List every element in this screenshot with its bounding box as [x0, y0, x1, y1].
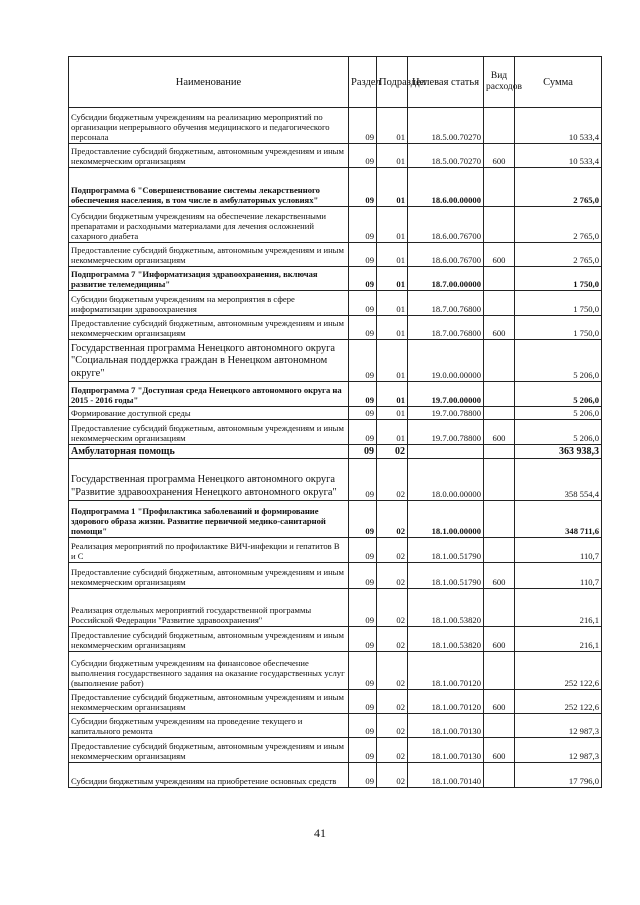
subsection-cell: 01	[377, 382, 408, 407]
name-cell: Предоставление субсидий бюджетным, автономным учреждениям и иным некоммерческим организациям	[69, 243, 349, 267]
header-section: Раздел	[349, 57, 377, 108]
name-cell: Предоставление субсидий бюджетным, автономным учреждениям и иным некоммерческим организациям	[69, 627, 349, 652]
type-cell	[484, 340, 515, 382]
type-cell	[484, 267, 515, 291]
subsection-cell: 02	[377, 763, 408, 788]
type-cell: 600	[484, 690, 515, 714]
table-row	[69, 291, 602, 316]
subsection-cell: 01	[377, 420, 408, 445]
subsection-cell: 01	[377, 207, 408, 243]
subsection-cell: 02	[377, 690, 408, 714]
table-row	[69, 243, 602, 267]
section-cell: 09	[349, 168, 377, 207]
target-cell: 18.7.00.00000	[408, 267, 484, 291]
name-cell: Предоставление субсидий бюджетным, автономным учреждениям и иным некоммерческим организациям	[69, 690, 349, 714]
target-cell: 18.1.00.53820	[408, 589, 484, 627]
sum-cell: 358 554,4	[515, 459, 602, 501]
type-cell: 600	[484, 627, 515, 652]
sum-cell: 216,1	[515, 589, 602, 627]
header-subsection: Подраздел	[377, 57, 408, 108]
section-cell: 09	[349, 108, 377, 144]
section-cell: 09	[349, 589, 377, 627]
type-cell: 600	[484, 144, 515, 168]
name-cell: Формирование доступной среды	[69, 407, 349, 420]
target-cell: 18.1.00.70130	[408, 714, 484, 738]
subsection-cell: 02	[377, 501, 408, 538]
subsection-cell: 01	[377, 340, 408, 382]
subsection-cell: 01	[377, 316, 408, 340]
sum-cell: 2 765,0	[515, 243, 602, 267]
target-cell: 18.5.00.70270	[408, 144, 484, 168]
type-cell	[484, 763, 515, 788]
table-row	[69, 144, 602, 168]
section-cell: 09	[349, 459, 377, 501]
table-row	[69, 420, 602, 445]
type-cell: 600	[484, 563, 515, 589]
table-row	[69, 714, 602, 738]
target-cell: 18.7.00.76800	[408, 291, 484, 316]
section-cell: 09	[349, 407, 377, 420]
sum-cell: 216,1	[515, 627, 602, 652]
name-cell: Подпрограмма 6 "Совершенствование системы лекарственного обеспечения населения, в том числе в амбулаторных условиях"	[69, 168, 349, 207]
table-row	[69, 589, 602, 627]
section-cell: 09	[349, 445, 377, 459]
subsection-cell: 02	[377, 563, 408, 589]
name-cell: Амбулаторная помощь	[69, 445, 349, 459]
name-cell: Субсидии бюджетным учреждениям на мероприятия в сфере информатизации здравоохранения	[69, 291, 349, 316]
sum-cell: 5 206,0	[515, 382, 602, 407]
sum-cell: 12 987,3	[515, 714, 602, 738]
name-cell: Реализация мероприятий по профилактике ВИЧ-инфекции и гепатитов В и С	[69, 538, 349, 563]
table-row	[69, 407, 602, 420]
section-cell: 09	[349, 340, 377, 382]
section-cell: 09	[349, 291, 377, 316]
sum-cell: 5 206,0	[515, 340, 602, 382]
subsection-cell: 02	[377, 738, 408, 763]
section-cell: 09	[349, 538, 377, 563]
header-type: Вид расходов	[484, 57, 515, 108]
budget-table	[68, 56, 602, 788]
section-cell: 09	[349, 243, 377, 267]
table-row	[69, 382, 602, 407]
table-row	[69, 267, 602, 291]
subsection-cell: 02	[377, 445, 408, 459]
sum-cell: 10 533,4	[515, 108, 602, 144]
type-cell	[484, 291, 515, 316]
target-cell: 18.5.00.70270	[408, 108, 484, 144]
table-row	[69, 445, 602, 459]
type-cell	[484, 459, 515, 501]
type-cell	[484, 207, 515, 243]
sum-cell: 1 750,0	[515, 267, 602, 291]
table-row	[69, 108, 602, 144]
table-row	[69, 168, 602, 207]
header-target: Целевая статья	[408, 57, 484, 108]
subsection-cell: 02	[377, 627, 408, 652]
target-cell: 18.1.00.00000	[408, 501, 484, 538]
type-cell: 600	[484, 738, 515, 763]
table-row	[69, 459, 602, 501]
table-row	[69, 538, 602, 563]
page-number: 41	[314, 826, 326, 840]
type-cell: 600	[484, 243, 515, 267]
name-cell: Реализация отдельных мероприятий государственной программы Российской Федерации "Развитие здравоохранения"	[69, 589, 349, 627]
subsection-cell: 01	[377, 267, 408, 291]
sum-cell: 2 765,0	[515, 207, 602, 243]
header-row	[69, 57, 602, 108]
section-cell: 09	[349, 563, 377, 589]
header-sum: Сумма	[515, 57, 602, 108]
subsection-cell: 02	[377, 652, 408, 690]
table-row	[69, 207, 602, 243]
section-cell: 09	[349, 652, 377, 690]
sum-cell: 2 765,0	[515, 168, 602, 207]
subsection-cell: 02	[377, 714, 408, 738]
type-cell	[484, 652, 515, 690]
sum-cell: 5 206,0	[515, 407, 602, 420]
section-cell: 09	[349, 144, 377, 168]
type-cell	[484, 407, 515, 420]
table-row	[69, 652, 602, 690]
subsection-cell: 01	[377, 108, 408, 144]
name-cell: Предоставление субсидий бюджетным, автономным учреждениям и иным некоммерческим организациям	[69, 420, 349, 445]
name-cell: Государственная программа Ненецкого автономного округа "Развитие здравоохранения Ненецкого автономного округа"	[69, 459, 349, 501]
section-cell: 09	[349, 690, 377, 714]
sum-cell: 110,7	[515, 538, 602, 563]
target-cell: 18.1.00.70120	[408, 690, 484, 714]
target-cell: 18.1.00.51790	[408, 538, 484, 563]
section-cell: 09	[349, 763, 377, 788]
sum-cell: 1 750,0	[515, 291, 602, 316]
type-cell: 600	[484, 316, 515, 340]
sum-cell: 12 987,3	[515, 738, 602, 763]
name-cell: Подпрограмма 7 "Информатизация здравоохранения, включая развитие телемедицины"	[69, 267, 349, 291]
subsection-cell: 01	[377, 243, 408, 267]
table-row	[69, 738, 602, 763]
name-cell: Субсидии бюджетным учреждениям на обеспечение лекарственными препаратами и расходными материалами для лечения осложнений сахарного диабета	[69, 207, 349, 243]
name-cell: Подпрограмма 1 "Профилактика заболеваний и формирование здорового образа жизни. Развитие первичной медико-санитарной помощи"	[69, 501, 349, 538]
section-cell: 09	[349, 420, 377, 445]
target-cell: 18.7.00.76800	[408, 316, 484, 340]
name-cell: Подпрограмма 7 "Доступная среда Ненецкого автономного округа на 2015 - 2016 годы"	[69, 382, 349, 407]
section-cell: 09	[349, 501, 377, 538]
sum-cell: 348 711,6	[515, 501, 602, 538]
target-cell: 19.7.00.78800	[408, 407, 484, 420]
subsection-cell: 02	[377, 589, 408, 627]
table-row	[69, 563, 602, 589]
table-row	[69, 501, 602, 538]
target-cell: 18.6.00.76700	[408, 243, 484, 267]
sum-cell: 363 938,3	[515, 445, 602, 459]
name-cell: Предоставление субсидий бюджетным, автономным учреждениям и иным некоммерческим организациям	[69, 738, 349, 763]
sum-cell: 10 533,4	[515, 144, 602, 168]
target-cell: 19.7.00.00000	[408, 382, 484, 407]
sum-cell: 5 206,0	[515, 420, 602, 445]
target-cell: 18.1.00.53820	[408, 627, 484, 652]
table-row	[69, 340, 602, 382]
name-cell: Субсидии бюджетным учреждениям на финансовое обеспечение выполнения государственного задания на оказание государственных услуг (выполнение работ)	[69, 652, 349, 690]
target-cell: 18.1.00.51790	[408, 563, 484, 589]
name-cell: Предоставление субсидий бюджетным, автономным учреждениям и иным некоммерческим организациям	[69, 144, 349, 168]
table-row	[69, 690, 602, 714]
target-cell: 18.1.00.70140	[408, 763, 484, 788]
table-row	[69, 763, 602, 788]
target-cell: 18.1.00.70120	[408, 652, 484, 690]
type-cell	[484, 168, 515, 207]
table-row	[69, 316, 602, 340]
section-cell: 09	[349, 714, 377, 738]
type-cell: 600	[484, 420, 515, 445]
sum-cell: 17 796,0	[515, 763, 602, 788]
sum-cell: 252 122,6	[515, 652, 602, 690]
target-cell: 18.6.00.76700	[408, 207, 484, 243]
subsection-cell: 01	[377, 168, 408, 207]
type-cell	[484, 714, 515, 738]
name-cell: Субсидии бюджетным учреждениям на проведение текущего и капитального ремонта	[69, 714, 349, 738]
subsection-cell: 02	[377, 538, 408, 563]
type-cell	[484, 108, 515, 144]
section-cell: 09	[349, 207, 377, 243]
subsection-cell: 01	[377, 407, 408, 420]
section-cell: 09	[349, 267, 377, 291]
target-cell: 19.7.00.78800	[408, 420, 484, 445]
target-cell: 18.6.00.00000	[408, 168, 484, 207]
name-cell: Предоставление субсидий бюджетным, автономным учреждениям и иным некоммерческим организациям	[69, 316, 349, 340]
header-name: Наименование	[69, 57, 349, 108]
subsection-cell: 01	[377, 144, 408, 168]
name-cell: Субсидии бюджетным учреждениям на приобретение основных средств	[69, 763, 349, 788]
section-cell: 09	[349, 738, 377, 763]
type-cell	[484, 589, 515, 627]
type-cell	[484, 538, 515, 563]
section-cell: 09	[349, 382, 377, 407]
type-cell	[484, 501, 515, 538]
subsection-cell: 01	[377, 291, 408, 316]
table-row	[69, 627, 602, 652]
target-cell	[408, 445, 484, 459]
name-cell: Субсидии бюджетным учреждениям на реализацию мероприятий по организации непрерывного обучения медицинского и педагогического персонала	[69, 108, 349, 144]
subsection-cell: 02	[377, 459, 408, 501]
target-cell: 19.0.00.00000	[408, 340, 484, 382]
sum-cell: 252 122,6	[515, 690, 602, 714]
sum-cell: 1 750,0	[515, 316, 602, 340]
section-cell: 09	[349, 316, 377, 340]
type-cell	[484, 445, 515, 459]
target-cell: 18.1.00.70130	[408, 738, 484, 763]
name-cell: Предоставление субсидий бюджетным, автономным учреждениям и иным некоммерческим организациям	[69, 563, 349, 589]
type-cell	[484, 382, 515, 407]
name-cell: Государственная программа Ненецкого автономного округа "Социальная поддержка граждан в Ненецком автономном округе"	[69, 340, 349, 382]
section-cell: 09	[349, 627, 377, 652]
sum-cell: 110,7	[515, 563, 602, 589]
target-cell: 18.0.00.00000	[408, 459, 484, 501]
